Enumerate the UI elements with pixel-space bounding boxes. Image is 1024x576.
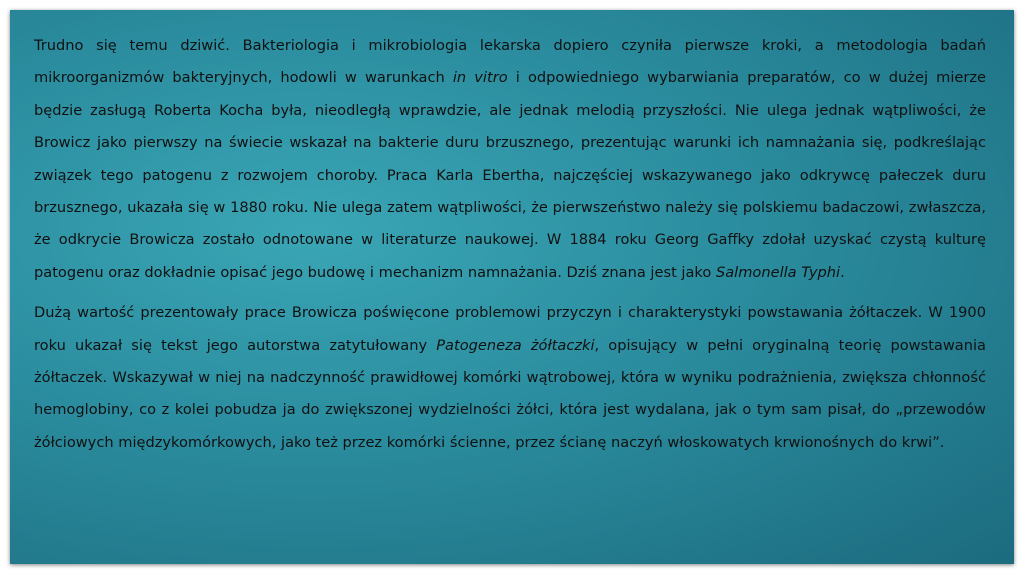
paragraph-1-italic-salmonella: Salmonella Typhi — [715, 263, 841, 281]
paragraph-1-segment-3: i odpowiedniego wybarwiania preparatów, co w dużej mierze będzie zasługą Roberta Kocha była, nieodległą wprawdzie, ale jednak melodią przyszłości. Nie ulega jednak wątpliwości, że Browicz jako pierwszy na świecie wskazał na bakterie duru brzusznego, prezentując warunki ich namnażania się, podkreślając związek tego patogenu z rozwojem choroby. Praca Karla Ebertha, najczęściej wskazywanego jako odkrywcę pałeczek duru brzusznego, ukazała się w 1880 roku. Nie ulega zatem wątpliwości, że pierwszeństwo należy się polskiemu badaczowi, zwłaszcza, że odkrycie Browicza zostało odnotowane w literaturze naukowej. W 1884 roku Georg Gaffky zdołał uzyskać czystą kulturę patogenu oraz dokładnie opisać jego budowę i mechanizm namnażania. Dziś znana jest jako — [34, 69, 987, 281]
paragraph-2 — [34, 297, 986, 459]
body-text-box — [34, 30, 986, 467]
slide — [10, 10, 1014, 564]
paragraph-1-segment-1: Trudno się temu dziwić. Bakteriologia i mikrobiologia lekarska dopiero czyniła pierwsze kroki, a metodologia badań mikroorganizmów bakteryjnych, hodowli w warunkach — [34, 37, 986, 87]
paragraph-1-segment-5: . — [840, 263, 845, 281]
paragraph-2-segment-1: Dużą wartość prezentowały prace Browicza poświęcone problemowi przyczyn i charakterystyki powstawania żółtaczek. W 1900 roku ukazał się tekst jego autorstwa zatytułowany — [34, 304, 986, 354]
paragraph-1-italic-in-vitro: in vitro — [452, 69, 508, 87]
paragraph-2-italic-title: Patogeneza żółtaczki — [436, 336, 595, 354]
paragraph-1 — [34, 30, 986, 289]
paragraph-2-segment-3: , opisujący w pełni oryginalną teorię powstawania żółtaczek. Wskazywał w niej na nadczynność prawidłowej komórki wątrobowej, która w wyniku podrażnienia, zwiększa chłonność hemoglobiny, co z kolei pobudza ja do zwiększonej wydzielności żółci, która jest wydalana, jak o tym sam pisał, do „przewodów żółciowych międzykomórkowych, jako też przez komórki ścienne, przez ścianę naczyń włoskowatych krwionośnych do krwi”. — [34, 336, 986, 451]
